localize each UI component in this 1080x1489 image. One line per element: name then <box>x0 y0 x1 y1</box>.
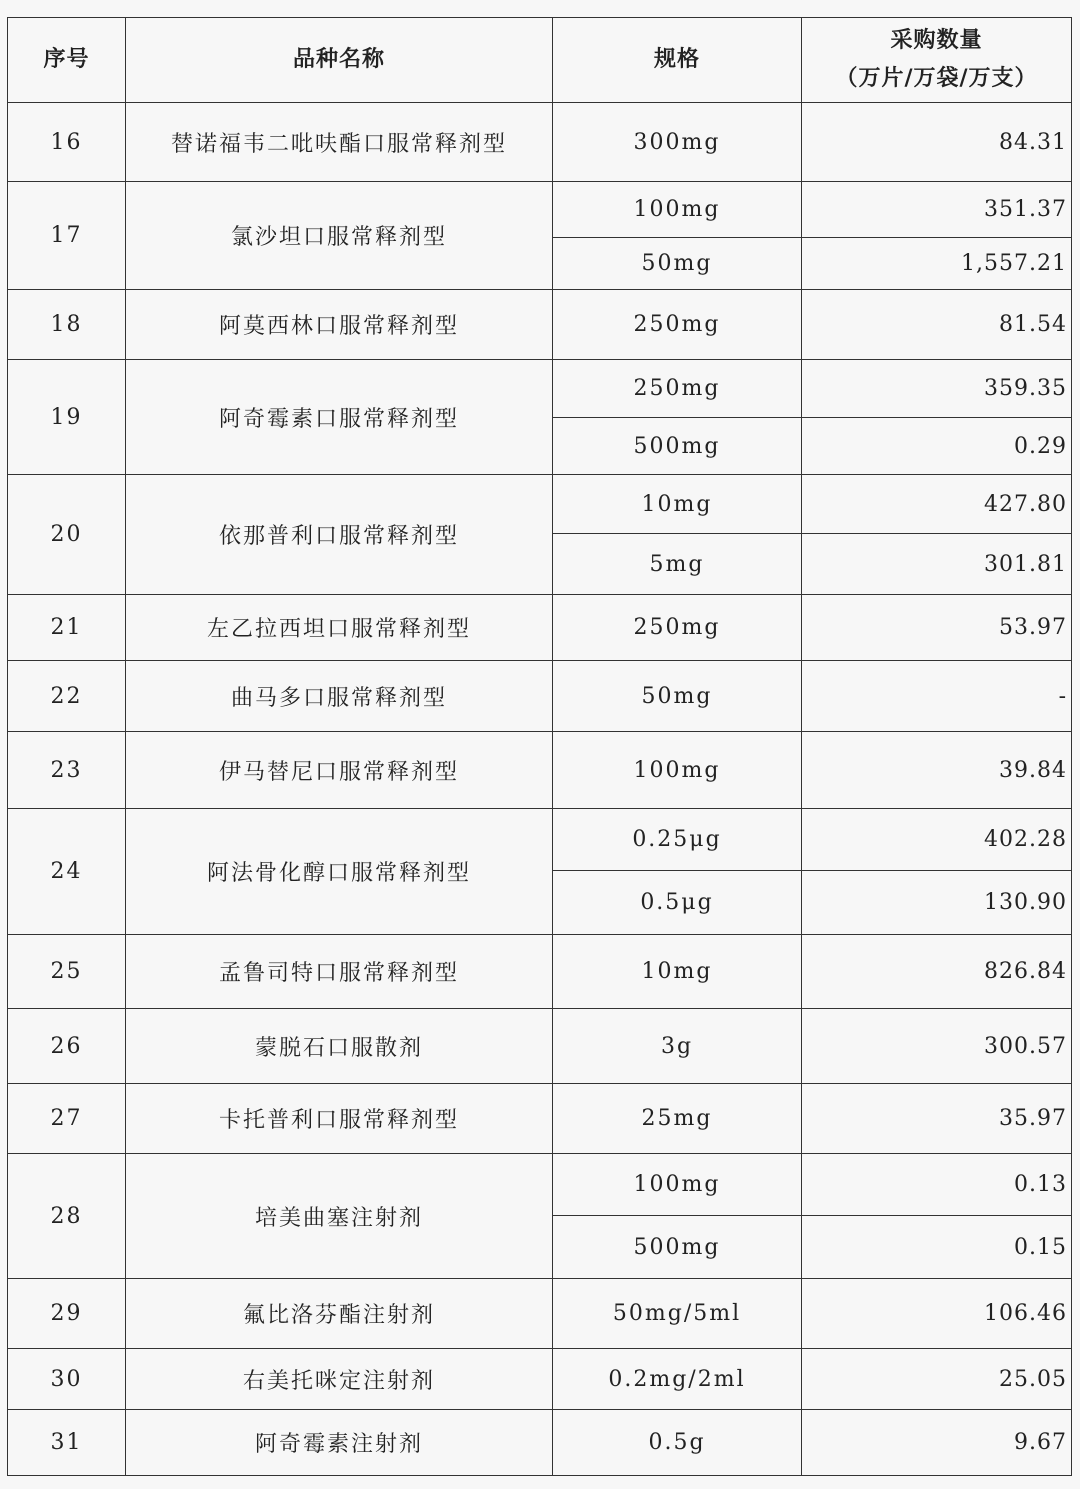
row-number: 29 <box>8 1279 126 1349</box>
spec-cell: 50mg <box>553 238 802 290</box>
drug-name: 曲马多口服常释剂型 <box>126 661 553 732</box>
drug-name: 蒙脱石口服散剂 <box>126 1009 553 1084</box>
row-number: 28 <box>8 1154 126 1279</box>
spec-cell: 10mg <box>553 935 802 1009</box>
table-row <box>8 732 1072 809</box>
row-number: 16 <box>8 103 126 182</box>
table-row <box>8 661 1072 732</box>
table-row <box>8 1084 1072 1154</box>
table-row <box>8 1410 1072 1476</box>
quantity-cell: 35.97 <box>802 1084 1072 1154</box>
table-row <box>8 809 1072 871</box>
spec-cell: 0.25μg <box>553 809 802 871</box>
header-quantity-unit: （万片/万袋/万支） <box>835 66 1038 91</box>
spec-cell: 250mg <box>553 360 802 418</box>
drug-name: 阿法骨化醇口服常释剂型 <box>126 809 553 935</box>
drug-name: 依那普利口服常释剂型 <box>126 475 553 595</box>
drug-name: 氟比洛芬酯注射剂 <box>126 1279 553 1349</box>
row-number: 21 <box>8 595 126 661</box>
spec-cell: 50mg/5ml <box>553 1279 802 1349</box>
row-number: 22 <box>8 661 126 732</box>
spec-cell: 3g <box>553 1009 802 1084</box>
spec-cell: 50mg <box>553 661 802 732</box>
table-row <box>8 1279 1072 1349</box>
header-row <box>8 18 1072 103</box>
header-quantity-title: 采购数量 <box>890 28 983 53</box>
row-number: 25 <box>8 935 126 1009</box>
spec-cell: 100mg <box>553 732 802 809</box>
table-row <box>8 1009 1072 1084</box>
row-number: 31 <box>8 1410 126 1476</box>
quantity-cell: 81.54 <box>802 290 1072 360</box>
header-spec: 规格 <box>553 18 802 103</box>
drug-name: 阿莫西林口服常释剂型 <box>126 290 553 360</box>
procurement-table <box>7 17 1072 1476</box>
row-number: 18 <box>8 290 126 360</box>
spec-cell: 10mg <box>553 475 802 534</box>
spec-cell: 0.2mg/2ml <box>553 1349 802 1410</box>
spec-cell: 5mg <box>553 534 802 595</box>
table-row <box>8 182 1072 238</box>
table-row <box>8 935 1072 1009</box>
row-number: 19 <box>8 360 126 475</box>
quantity-cell: 0.15 <box>802 1216 1072 1279</box>
quantity-cell: 402.28 <box>802 809 1072 871</box>
row-number: 30 <box>8 1349 126 1410</box>
quantity-cell: 130.90 <box>802 871 1072 935</box>
quantity-cell: 9.67 <box>802 1410 1072 1476</box>
quantity-cell: 0.13 <box>802 1154 1072 1216</box>
quantity-cell: 39.84 <box>802 732 1072 809</box>
header-quantity <box>802 18 1072 103</box>
drug-name: 阿奇霉素口服常释剂型 <box>126 360 553 475</box>
table-body <box>8 103 1072 1476</box>
drug-name: 伊马替尼口服常释剂型 <box>126 732 553 809</box>
table-row <box>8 103 1072 182</box>
drug-name: 替诺福韦二吡呋酯口服常释剂型 <box>126 103 553 182</box>
row-number: 23 <box>8 732 126 809</box>
quantity-cell: 106.46 <box>802 1279 1072 1349</box>
spec-cell: 100mg <box>553 1154 802 1216</box>
drug-name: 阿奇霉素注射剂 <box>126 1410 553 1476</box>
quantity-cell: 84.31 <box>802 103 1072 182</box>
quantity-cell: 0.29 <box>802 418 1072 475</box>
quantity-cell: 359.35 <box>802 360 1072 418</box>
row-number: 27 <box>8 1084 126 1154</box>
spec-cell: 25mg <box>553 1084 802 1154</box>
row-number: 17 <box>8 182 126 290</box>
drug-name: 右美托咪定注射剂 <box>126 1349 553 1410</box>
row-number: 26 <box>8 1009 126 1084</box>
table-row <box>8 595 1072 661</box>
spec-cell: 100mg <box>553 182 802 238</box>
drug-name: 培美曲塞注射剂 <box>126 1154 553 1279</box>
header-no: 序号 <box>8 18 126 103</box>
table-row <box>8 360 1072 418</box>
row-number: 20 <box>8 475 126 595</box>
drug-name: 氯沙坦口服常释剂型 <box>126 182 553 290</box>
table-row <box>8 475 1072 534</box>
quantity-cell: 826.84 <box>802 935 1072 1009</box>
spec-cell: 0.5μg <box>553 871 802 935</box>
drug-name: 卡托普利口服常释剂型 <box>126 1084 553 1154</box>
table-row <box>8 1154 1072 1216</box>
quantity-cell: 427.80 <box>802 475 1072 534</box>
drug-name: 左乙拉西坦口服常释剂型 <box>126 595 553 661</box>
quantity-cell: 1,557.21 <box>802 238 1072 290</box>
spec-cell: 300mg <box>553 103 802 182</box>
drug-name: 孟鲁司特口服常释剂型 <box>126 935 553 1009</box>
header-name: 品种名称 <box>126 18 553 103</box>
table-row <box>8 1349 1072 1410</box>
spec-cell: 0.5g <box>553 1410 802 1476</box>
quantity-cell: 301.81 <box>802 534 1072 595</box>
spec-cell: 500mg <box>553 418 802 475</box>
quantity-cell: 300.57 <box>802 1009 1072 1084</box>
row-number: 24 <box>8 809 126 935</box>
quantity-cell: 25.05 <box>802 1349 1072 1410</box>
quantity-cell: 351.37 <box>802 182 1072 238</box>
spec-cell: 500mg <box>553 1216 802 1279</box>
spec-cell: 250mg <box>553 290 802 360</box>
quantity-cell: - <box>802 661 1072 732</box>
table-row <box>8 290 1072 360</box>
quantity-cell: 53.97 <box>802 595 1072 661</box>
spec-cell: 250mg <box>553 595 802 661</box>
